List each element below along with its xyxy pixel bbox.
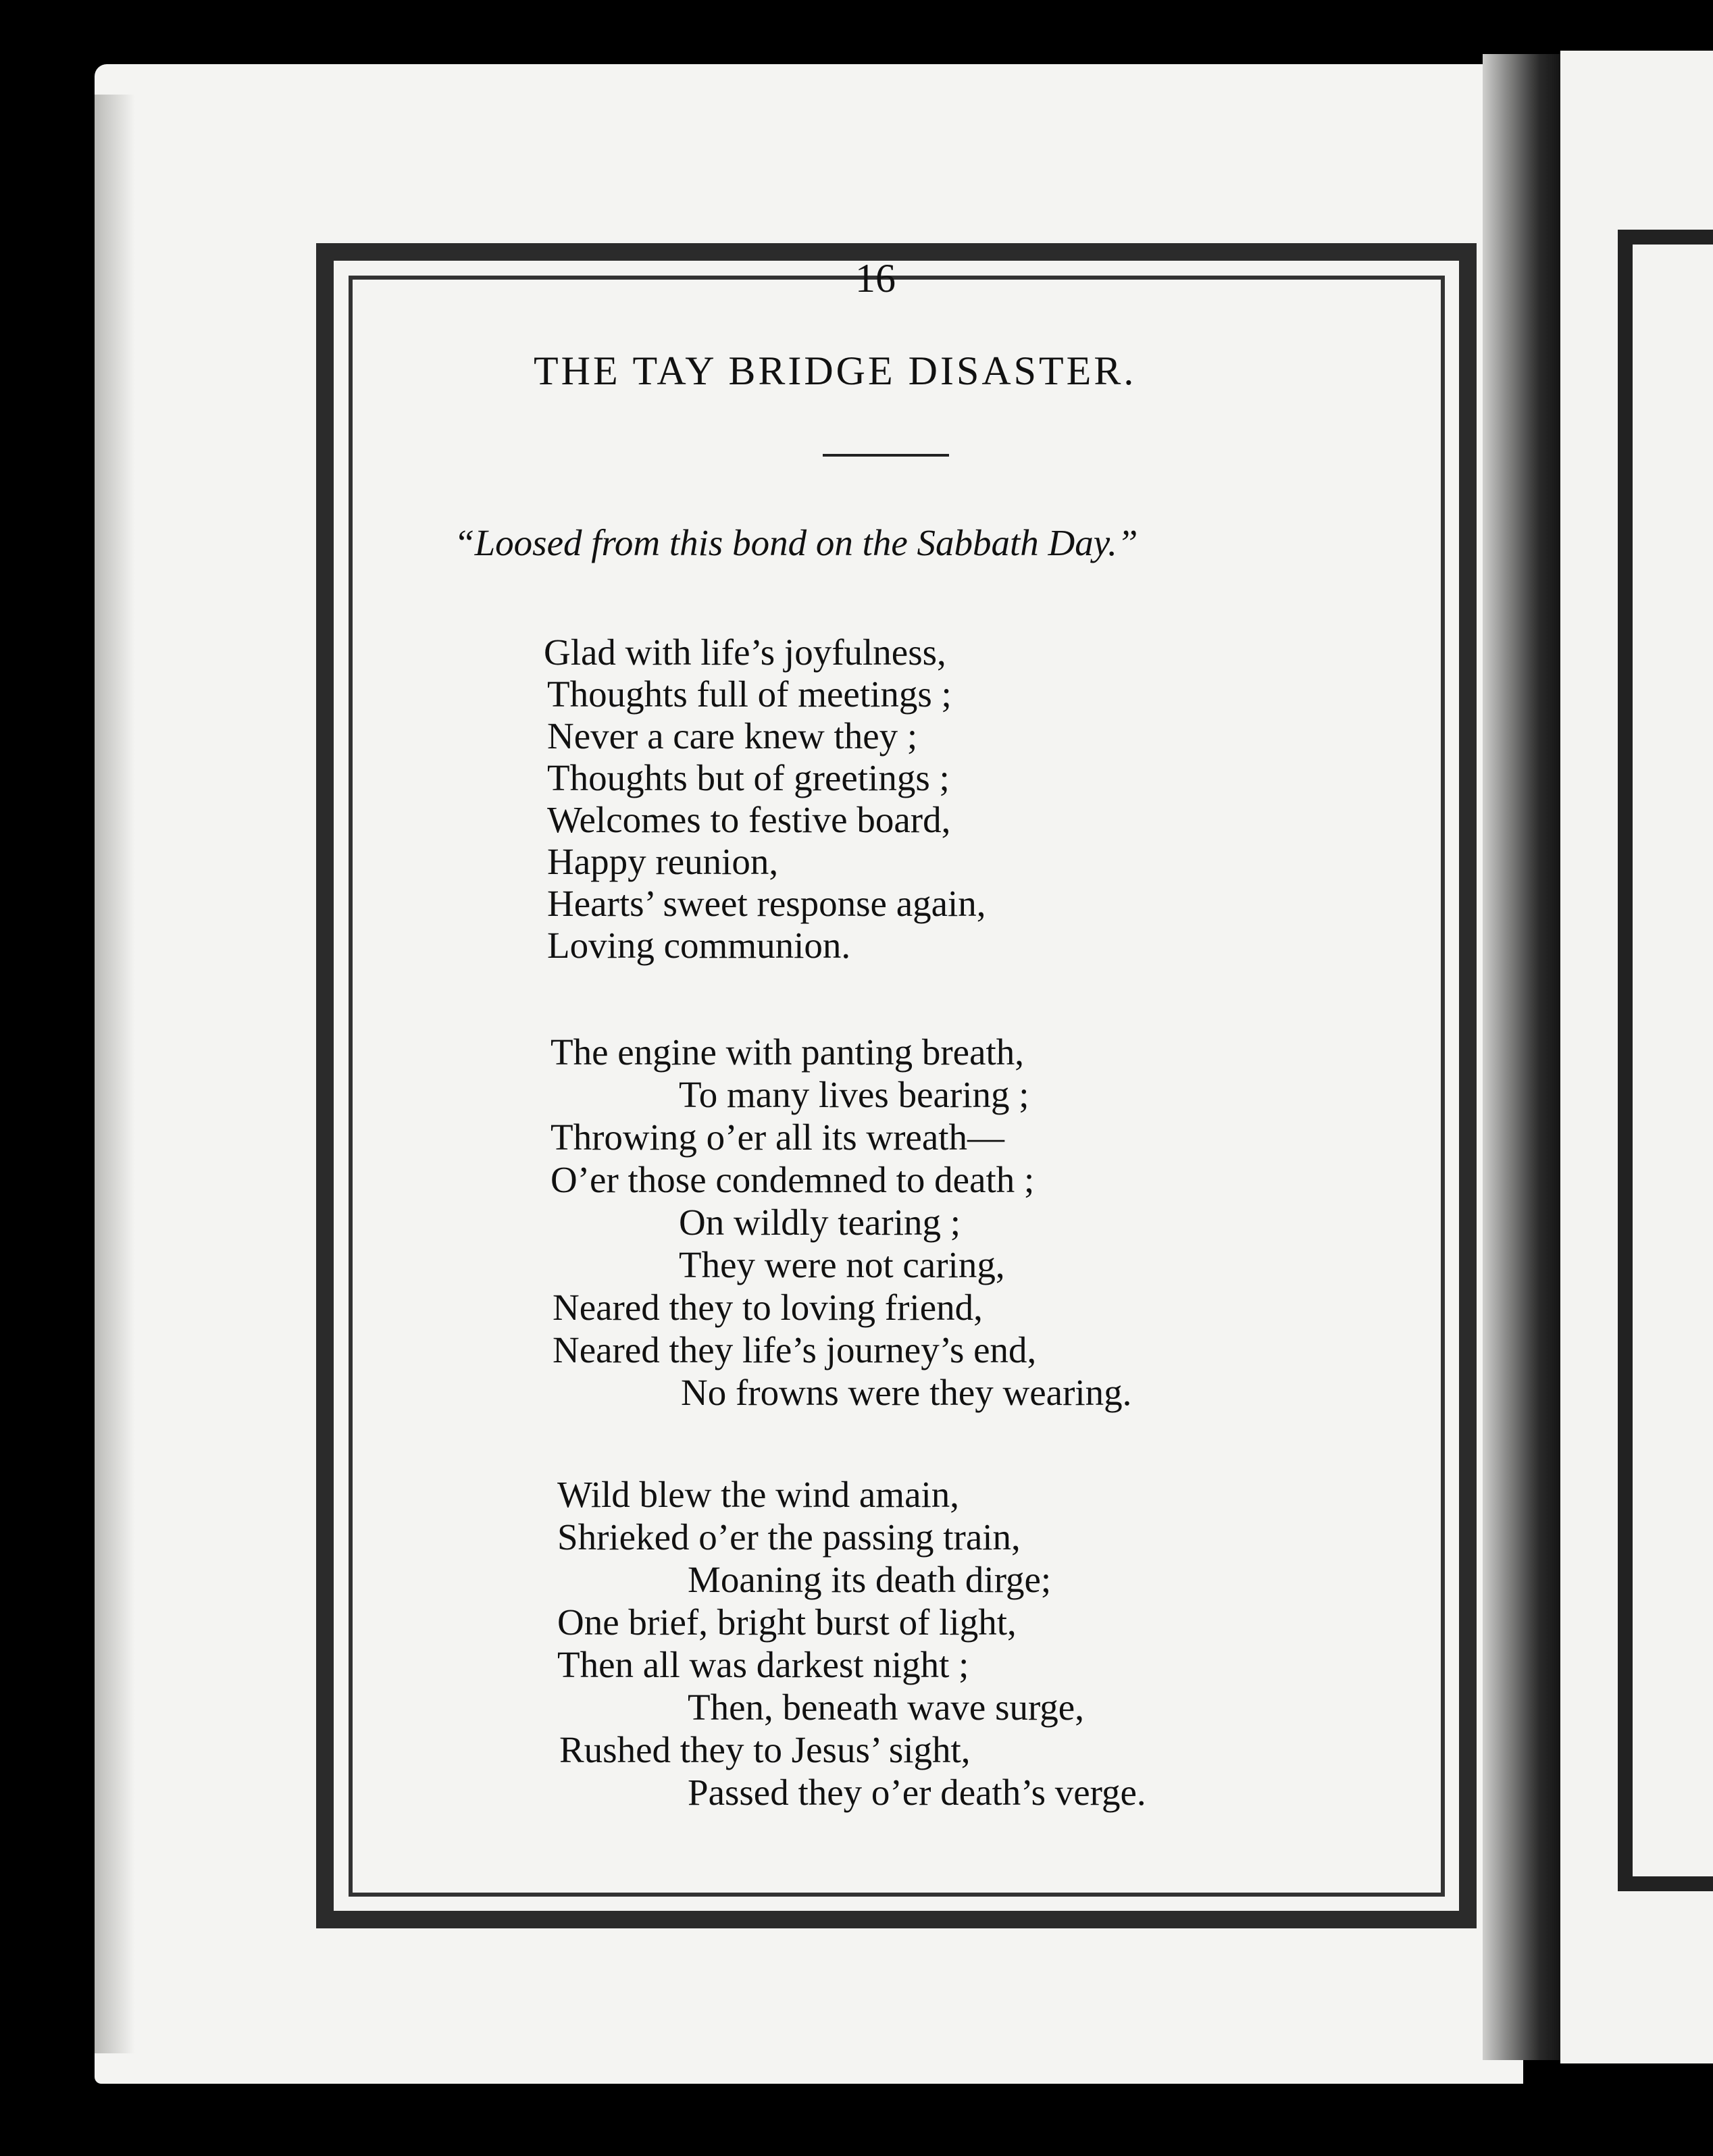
- poem-line: Throwing o’er all its wreath—: [551, 1116, 1005, 1158]
- poem-line: Welcomes to festive board,: [547, 799, 951, 840]
- poem-line: On wildly tearing ;: [679, 1202, 961, 1243]
- poem-line: Rushed they to Jesus’ sight,: [559, 1729, 971, 1770]
- page-edge-shadow: [1483, 54, 1564, 2060]
- right-page-border-frame: [1618, 230, 1713, 1891]
- page-gutter-shadow: [95, 95, 135, 2053]
- poem-line: Glad with life’s joyfulness,: [544, 632, 946, 673]
- title-divider: [823, 454, 949, 457]
- poem-line: No frowns were they wearing.: [681, 1372, 1132, 1413]
- poem-line: Hearts’ sweet response again,: [547, 883, 986, 924]
- poem-line: One brief, bright burst of light,: [557, 1601, 1017, 1643]
- poem-line: Thoughts full of meetings ;: [547, 673, 952, 715]
- poem-line: Shrieked o’er the passing train,: [557, 1516, 1021, 1558]
- poem-line: They were not caring,: [679, 1244, 1005, 1285]
- page-number: 16: [855, 256, 896, 301]
- poem-title: THE TAY BRIDGE DISASTER.: [534, 349, 1137, 393]
- epigraph: “Loosed from this bond on the Sabbath Day.”: [454, 522, 1138, 563]
- poem-line: The engine with panting breath,: [551, 1031, 1025, 1073]
- poem-line: Loving communion.: [547, 925, 851, 966]
- poem-line: O’er those condemned to death ;: [551, 1159, 1035, 1200]
- poem-line: Neared they life’s journey’s end,: [553, 1329, 1037, 1370]
- poem-line: Moaning its death dirge;: [688, 1559, 1052, 1600]
- poem-line: To many lives bearing ;: [679, 1074, 1029, 1115]
- poem-line: Then, beneath wave surge,: [688, 1687, 1084, 1728]
- poem-line: Thoughts but of greetings ;: [547, 757, 950, 798]
- poem-line: Happy reunion,: [547, 841, 779, 882]
- poem-line: Wild blew the wind amain,: [557, 1474, 960, 1515]
- poem-line: Then all was darkest night ;: [557, 1644, 969, 1685]
- poem-line: Passed they o’er death’s verge.: [688, 1772, 1146, 1813]
- poem-line: Never a care knew they ;: [547, 715, 918, 756]
- poem-line: Neared they to loving friend,: [553, 1287, 983, 1328]
